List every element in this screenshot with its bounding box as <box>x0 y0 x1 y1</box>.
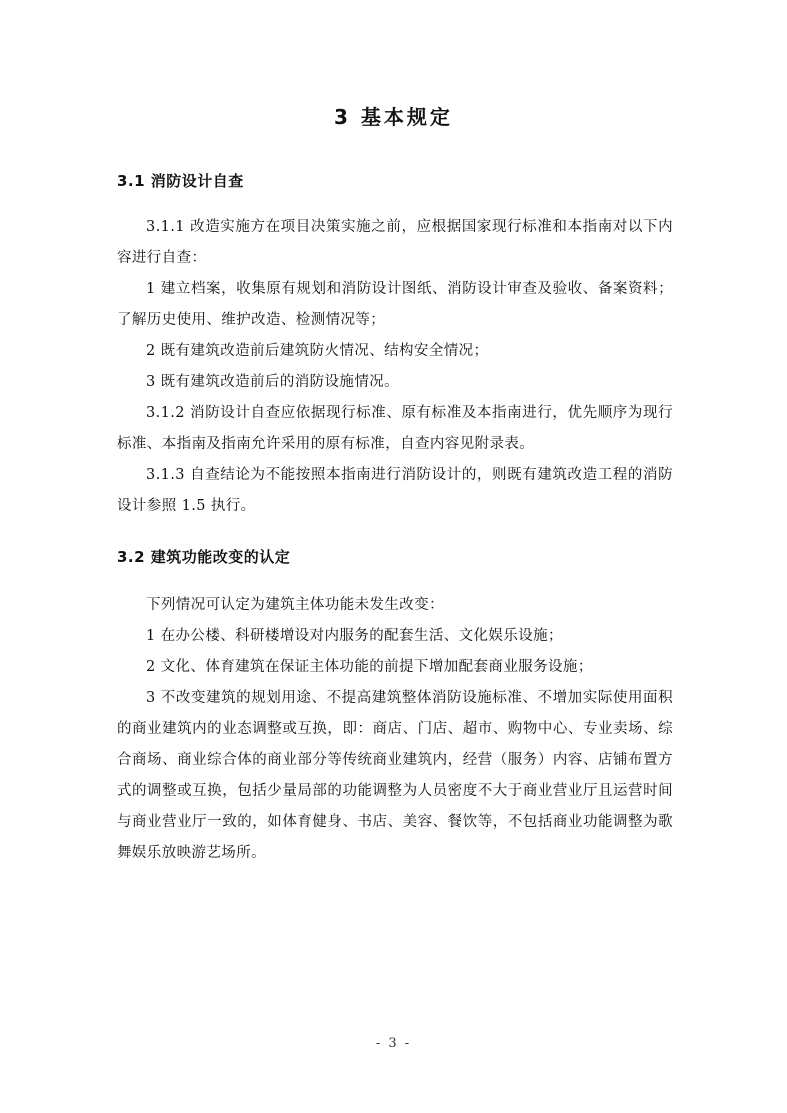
list-item-2: 2 文化、体育建筑在保证主体功能的前提下增加配套商业服务设施； <box>146 659 593 675</box>
section-body-3-1 <box>117 212 673 522</box>
section-heading-3-1: 3.1 消防设计自查 <box>117 172 244 190</box>
clause-3-1-1: 3.1.1 改造实施方在项目决策实施之前，应根据国家现行标准和本指南对以下内容进行自查： <box>117 219 673 266</box>
section-heading-3-2: 3.2 建筑功能改变的认定 <box>117 548 291 566</box>
list-item-2: 2 既有建筑改造前后建筑防火情况、结构安全情况； <box>146 343 489 359</box>
list-item-1: 1 建立档案，收集原有规划和消防设计图纸、消防设计审查及验收、备案资料；了解历史使用、维护改造、检测情况等； <box>117 281 673 328</box>
clause-3-1-3: 3.1.3 自查结论为不能按照本指南进行消防设计的，则既有建筑改造工程的消防设计参照 1.5 执行。 <box>117 467 673 514</box>
chapter-title: 3 基本规定 <box>334 105 453 129</box>
clause-3-1-2: 3.1.2 消防设计自查应依据现行标准、原有标准及本指南进行，优先顺序为现行标准、本指南及指南允许采用的原有标准，自查内容见附录表。 <box>117 405 673 452</box>
page-number: - 3 - <box>375 1036 412 1051</box>
intro-paragraph: 下列情况可认定为建筑主体功能未发生改变： <box>146 597 444 613</box>
section-body-3-2 <box>117 590 673 869</box>
list-item-1: 1 在办公楼、科研楼增设对内服务的配套生活、文化娱乐设施； <box>146 628 563 644</box>
list-item-3: 3 既有建筑改造前后的消防设施情况。 <box>146 374 400 390</box>
list-item-3: 3 不改变建筑的规划用途、不提高建筑整体消防设施标准、不增加实际使用面积的商业建筑内的业态调整或互换，即：商店、门店、超市、购物中心、专业卖场、综合商场、商业综合体的商业部分等传统商业建筑内，经营（服务）内容、店铺布置方式的调整或互换，包括少量局部的功能调整为人员密度不大于商业营业厅且运营时间与商业营业厅一致的，如体育健身、书店、美容、餐饮等，不包括商业功能调整为歌舞娱乐放映游艺场所。 <box>117 690 673 861</box>
